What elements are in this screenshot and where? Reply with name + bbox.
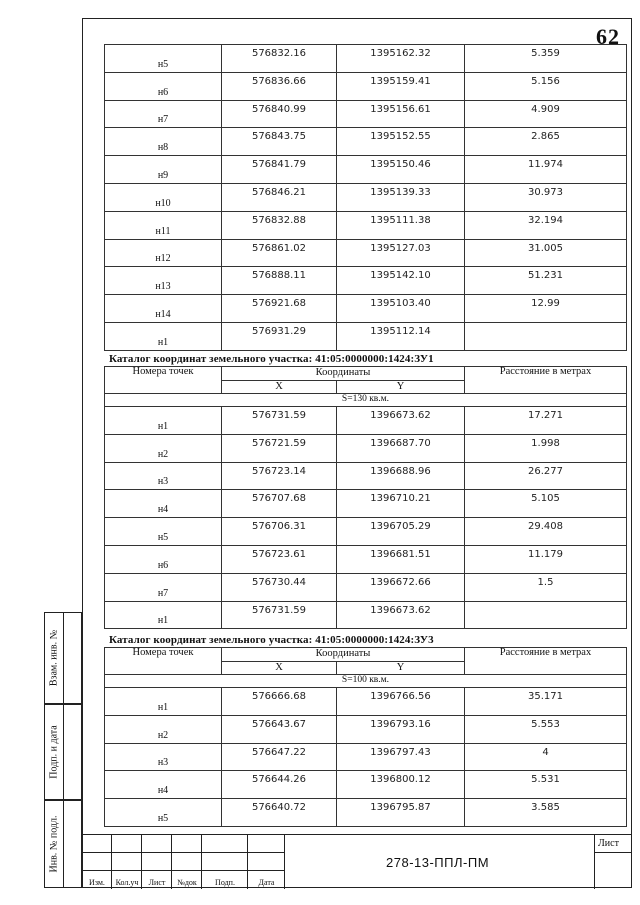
page-number: 62 (596, 24, 620, 49)
side-box-vzam (44, 612, 82, 704)
table-row (105, 100, 627, 128)
table-row (105, 601, 627, 629)
table-row (105, 267, 627, 295)
table-row (105, 573, 627, 601)
coord-y: 1396797.43 (337, 743, 465, 771)
coord-x: 576731.59 (222, 407, 337, 435)
coord-x: 576723.61 (222, 545, 337, 573)
coord-x: 576706.31 (222, 518, 337, 546)
distance: 30.973 (465, 183, 627, 211)
table-row (105, 211, 627, 239)
coordinate-table-continuation (104, 44, 627, 351)
coord-x: 576721.59 (222, 434, 337, 462)
coord-x: 576644.26 (222, 771, 337, 799)
point-number: н1 (105, 688, 222, 716)
distance: 5.105 (465, 490, 627, 518)
coord-y: 1396793.16 (337, 715, 465, 743)
coord-y: 1396673.62 (337, 601, 465, 629)
table-row (105, 322, 627, 350)
side-label-podp: Подп. и дата (48, 725, 60, 779)
coord-x: 576843.75 (222, 128, 337, 156)
table-row (105, 771, 627, 799)
coord-y: 1396687.70 (337, 434, 465, 462)
side-label-inv: Инв. № подл. (48, 815, 60, 873)
table-row (105, 799, 627, 827)
point-number: н12 (105, 239, 222, 267)
coord-y: 1395142.10 (337, 267, 465, 295)
distance: 11.179 (465, 545, 627, 573)
stamp-koluch: Кол.уч (115, 878, 139, 887)
coord-x: 576647.22 (222, 743, 337, 771)
distance: 35.171 (465, 688, 627, 716)
point-number: н3 (105, 743, 222, 771)
coord-y: 1395156.61 (337, 100, 465, 128)
title-block (82, 834, 632, 889)
distance: 3.585 (465, 799, 627, 827)
side-box-inv (44, 800, 82, 888)
distance: 11.974 (465, 156, 627, 184)
coord-y: 1395152.55 (337, 128, 465, 156)
point-number: н5 (105, 45, 222, 73)
catalog-title-zu1: Каталог координат земельного участка: 41:05:0000000:1424:ЗУ1 (109, 353, 434, 365)
catalog-title-zu3: Каталог координат земельного участка: 41:05:0000000:1424:ЗУ3 (109, 634, 434, 646)
point-number: н8 (105, 128, 222, 156)
header-y: Y (337, 662, 465, 675)
distance (465, 322, 627, 350)
table-row (105, 715, 627, 743)
table-row (105, 239, 627, 267)
coord-y: 1396705.29 (337, 518, 465, 546)
stamp-list: Лист (148, 878, 166, 887)
point-number: н3 (105, 462, 222, 490)
header-points: Номера точек (105, 648, 222, 675)
coord-x: 576846.21 (222, 183, 337, 211)
header-y: Y (337, 381, 465, 394)
distance: 29.408 (465, 518, 627, 546)
distance: 5.359 (465, 45, 627, 73)
stamp-ndok: №док (177, 878, 197, 887)
table-row (105, 407, 627, 435)
coord-y: 1395159.41 (337, 72, 465, 100)
coord-x: 576723.14 (222, 462, 337, 490)
point-number: н5 (105, 799, 222, 827)
distance: 2.865 (465, 128, 627, 156)
point-number: н6 (105, 72, 222, 100)
point-number: н2 (105, 715, 222, 743)
header-distance: Расстояние в метрах (465, 648, 627, 675)
table-row (105, 518, 627, 546)
header-points: Номера точек (105, 367, 222, 394)
header-x: X (222, 662, 337, 675)
coord-y: 1396800.12 (337, 771, 465, 799)
sheet-label: Лист (598, 838, 619, 849)
coord-x: 576731.59 (222, 601, 337, 629)
coordinate-table-zu1 (104, 366, 627, 629)
coord-y: 1395127.03 (337, 239, 465, 267)
point-number: н1 (105, 601, 222, 629)
point-number: н14 (105, 295, 222, 323)
side-box-podp (44, 704, 82, 800)
point-number: н9 (105, 156, 222, 184)
coord-y: 1396681.51 (337, 545, 465, 573)
table-row (105, 545, 627, 573)
coord-x: 576666.68 (222, 688, 337, 716)
coord-y: 1396688.96 (337, 462, 465, 490)
distance: 26.277 (465, 462, 627, 490)
table-row (105, 72, 627, 100)
coord-x: 576707.68 (222, 490, 337, 518)
distance: 32.194 (465, 211, 627, 239)
coord-y: 1396673.62 (337, 407, 465, 435)
distance: 12.99 (465, 295, 627, 323)
coord-x: 576931.29 (222, 322, 337, 350)
coordinate-table-zu3 (104, 647, 627, 827)
coord-y: 1396766.56 (337, 688, 465, 716)
table-row (105, 156, 627, 184)
stamp-data: Дата (258, 878, 275, 887)
coord-x: 576836.66 (222, 72, 337, 100)
coord-x: 576643.67 (222, 715, 337, 743)
coord-x: 576840.99 (222, 100, 337, 128)
distance: 31.005 (465, 239, 627, 267)
point-number: н7 (105, 573, 222, 601)
distance: 4 (465, 743, 627, 771)
coord-y: 1395139.33 (337, 183, 465, 211)
distance: 5.531 (465, 771, 627, 799)
document-code: 278-13-ППЛ-ПМ (386, 855, 490, 870)
area-value: S=100 кв.м. (105, 675, 627, 688)
table-row (105, 462, 627, 490)
coord-x: 576921.68 (222, 295, 337, 323)
coord-x: 576841.79 (222, 156, 337, 184)
distance: 1.998 (465, 434, 627, 462)
table-row (105, 295, 627, 323)
point-number: н11 (105, 211, 222, 239)
coord-y: 1395162.32 (337, 45, 465, 73)
point-number: н1 (105, 407, 222, 435)
stamp-izm: Изм. (89, 878, 105, 887)
point-number: н4 (105, 490, 222, 518)
point-number: н10 (105, 183, 222, 211)
coord-x: 576888.11 (222, 267, 337, 295)
coord-y: 1395103.40 (337, 295, 465, 323)
coord-x: 576832.88 (222, 211, 337, 239)
coord-x: 576861.02 (222, 239, 337, 267)
table-row (105, 183, 627, 211)
header-x: X (222, 381, 337, 394)
distance: 4.909 (465, 100, 627, 128)
coord-x: 576832.16 (222, 45, 337, 73)
distance (465, 601, 627, 629)
header-distance: Расстояние в метрах (465, 367, 627, 394)
side-label-vzam: Взам. инв. № (48, 629, 60, 687)
table-row (105, 128, 627, 156)
coord-y: 1395112.14 (337, 322, 465, 350)
coord-y: 1396710.21 (337, 490, 465, 518)
coord-y: 1396795.87 (337, 799, 465, 827)
distance: 51.231 (465, 267, 627, 295)
header-coords: Координаты (222, 648, 465, 662)
table-row (105, 743, 627, 771)
point-number: н1 (105, 322, 222, 350)
coord-x: 576640.72 (222, 799, 337, 827)
coord-y: 1396672.66 (337, 573, 465, 601)
table-row (105, 434, 627, 462)
point-number: н6 (105, 545, 222, 573)
point-number: н5 (105, 518, 222, 546)
coord-x: 576730.44 (222, 573, 337, 601)
stamp-podp: Подп. (215, 878, 235, 887)
point-number: н2 (105, 434, 222, 462)
point-number: н13 (105, 267, 222, 295)
distance: 1.5 (465, 573, 627, 601)
table-row (105, 490, 627, 518)
table-row (105, 688, 627, 716)
header-coords: Координаты (222, 367, 465, 381)
area-value: S=130 кв.м. (105, 394, 627, 407)
point-number: н4 (105, 771, 222, 799)
coord-y: 1395150.46 (337, 156, 465, 184)
distance: 17.271 (465, 407, 627, 435)
table-row (105, 45, 627, 73)
distance: 5.156 (465, 72, 627, 100)
coord-y: 1395111.38 (337, 211, 465, 239)
distance: 5.553 (465, 715, 627, 743)
point-number: н7 (105, 100, 222, 128)
